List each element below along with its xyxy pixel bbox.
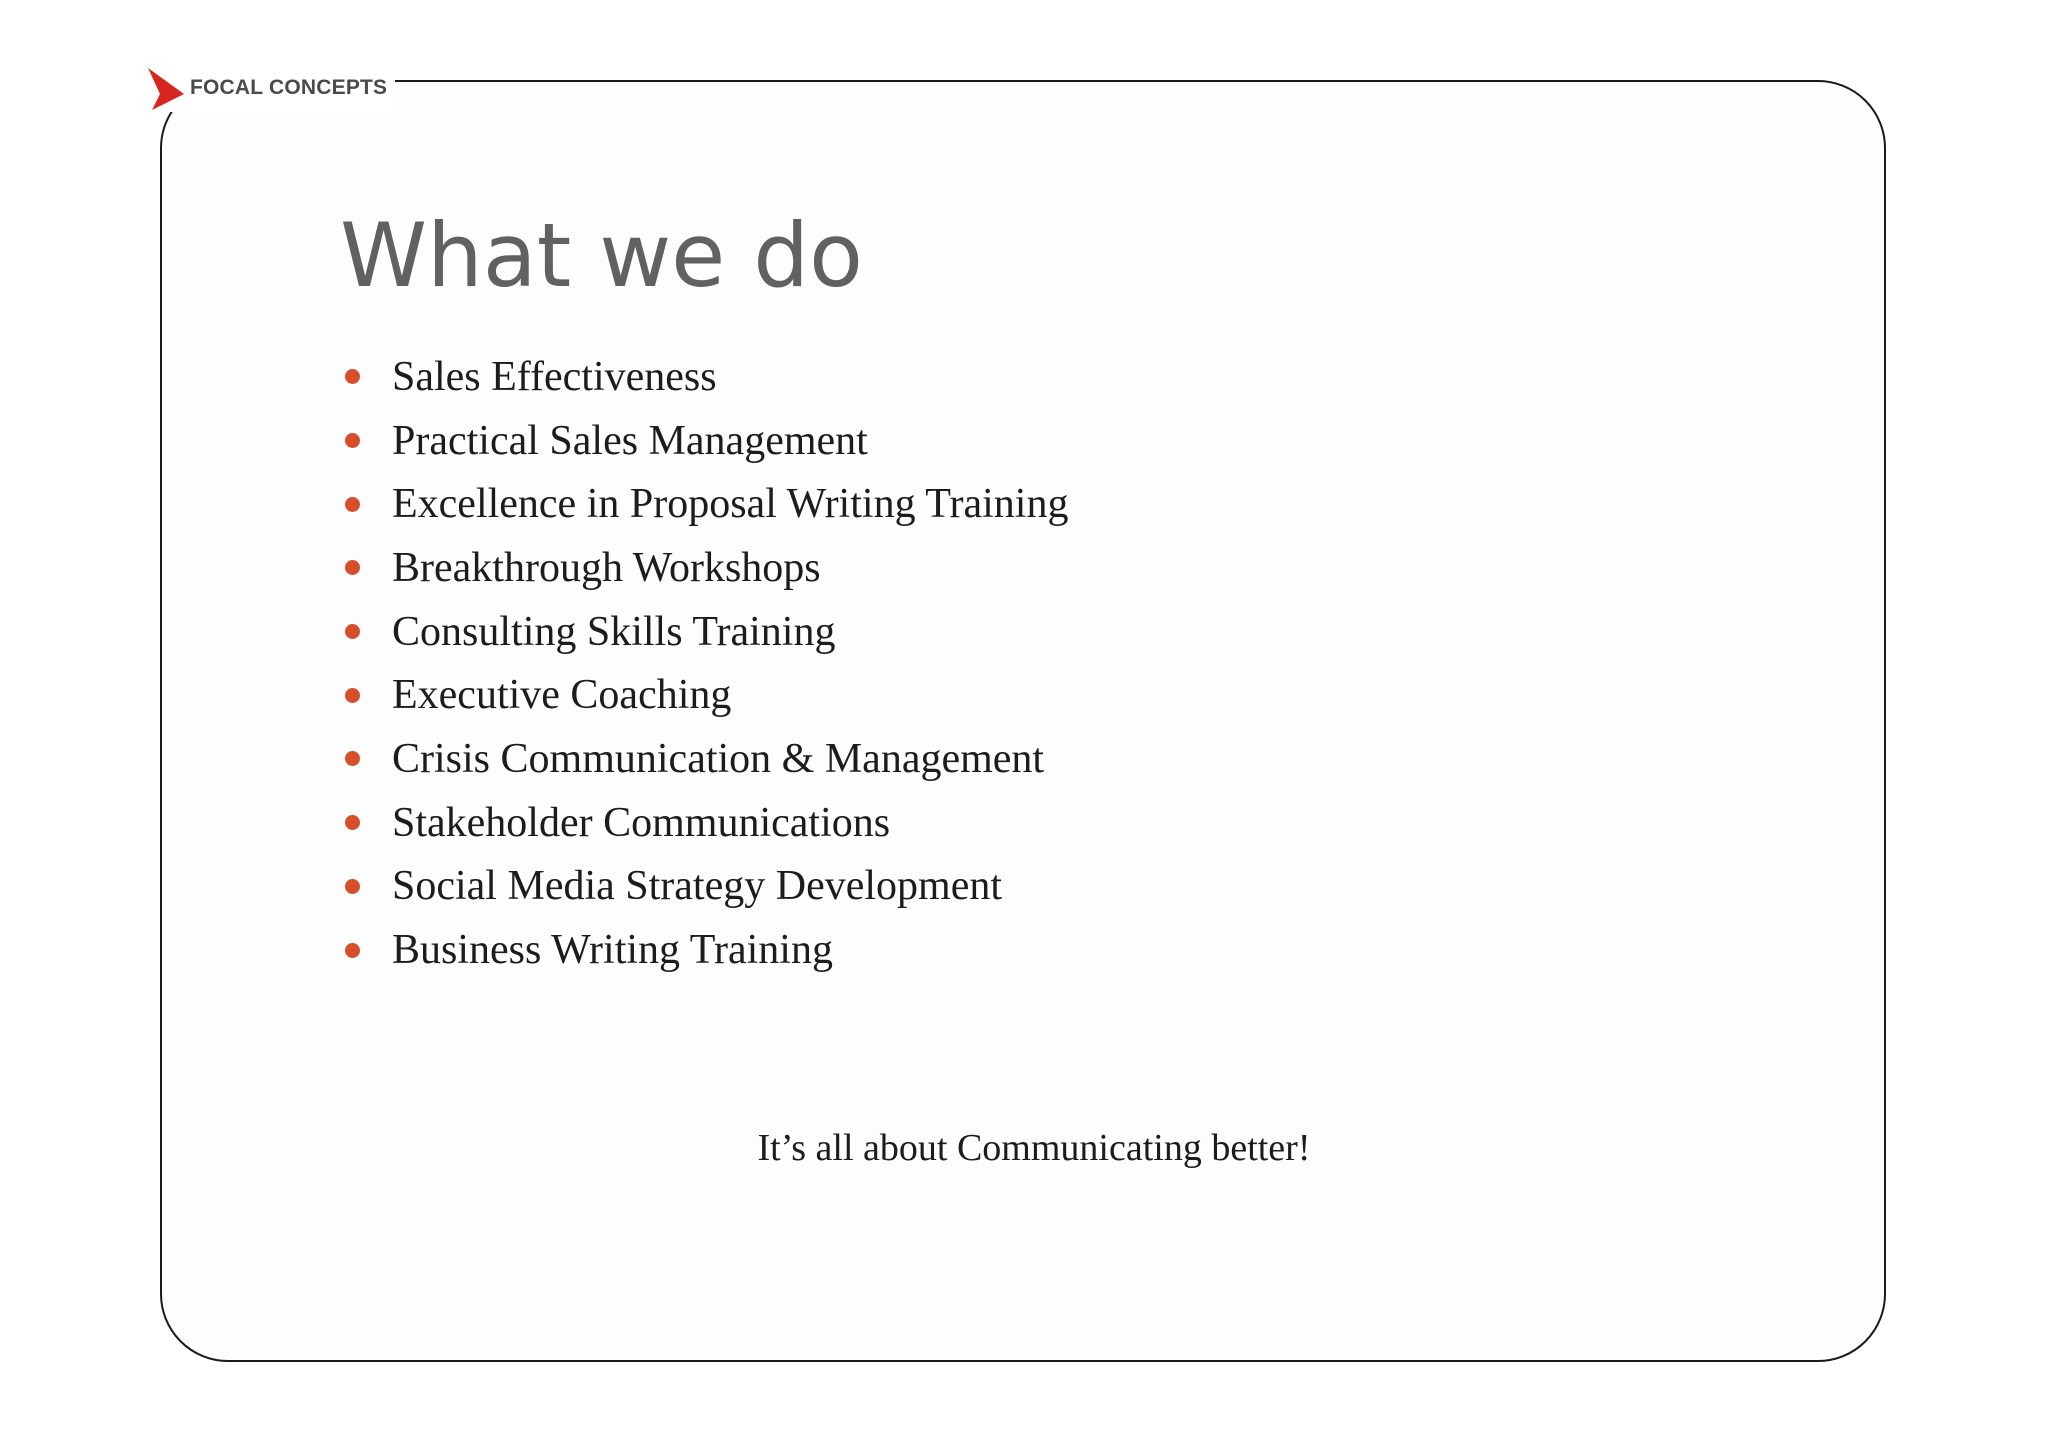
list-item bbox=[340, 345, 1068, 409]
list-item bbox=[340, 536, 1068, 600]
focal-concepts-logo bbox=[146, 64, 395, 112]
list-item bbox=[340, 663, 1068, 727]
list-item-label: Excellence in Proposal Writing Training bbox=[392, 481, 1069, 528]
list-item-label: Breakthrough Workshops bbox=[392, 544, 821, 591]
list-item-label: Consulting Skills Training bbox=[392, 608, 836, 655]
list-item bbox=[340, 791, 1068, 855]
logo-text: FOCAL CONCEPTS bbox=[190, 76, 388, 99]
bullet-icon bbox=[345, 751, 360, 766]
bullet-icon bbox=[345, 560, 360, 575]
list-item-label: Business Writing Training bbox=[392, 927, 833, 974]
list-item bbox=[340, 472, 1068, 536]
bullet-icon bbox=[345, 943, 360, 958]
list-item-label: Sales Effectiveness bbox=[392, 353, 717, 400]
list-item-label: Crisis Communication & Management bbox=[392, 735, 1045, 782]
list-item-label: Executive Coaching bbox=[392, 672, 732, 719]
bullet-icon bbox=[345, 879, 360, 894]
list-item-label: Social Media Strategy Development bbox=[392, 863, 1003, 910]
list-item bbox=[340, 600, 1068, 664]
list-item-label: Practical Sales Management bbox=[392, 417, 868, 464]
list-item bbox=[340, 855, 1068, 919]
services-list bbox=[340, 345, 1068, 982]
list-item bbox=[340, 727, 1068, 791]
chevron-logo-icon bbox=[146, 64, 188, 112]
bullet-icon bbox=[345, 433, 360, 448]
slide-tagline: It’s all about Communicating better! bbox=[757, 1127, 1311, 1169]
list-item bbox=[340, 409, 1068, 473]
bullet-icon bbox=[345, 815, 360, 830]
bullet-icon bbox=[345, 497, 360, 512]
bullet-icon bbox=[345, 688, 360, 703]
bullet-icon bbox=[345, 624, 360, 639]
list-item-label: Stakeholder Communications bbox=[392, 799, 891, 846]
slide-title: What we do bbox=[340, 204, 863, 307]
bullet-icon bbox=[345, 369, 360, 384]
list-item bbox=[340, 918, 1068, 982]
